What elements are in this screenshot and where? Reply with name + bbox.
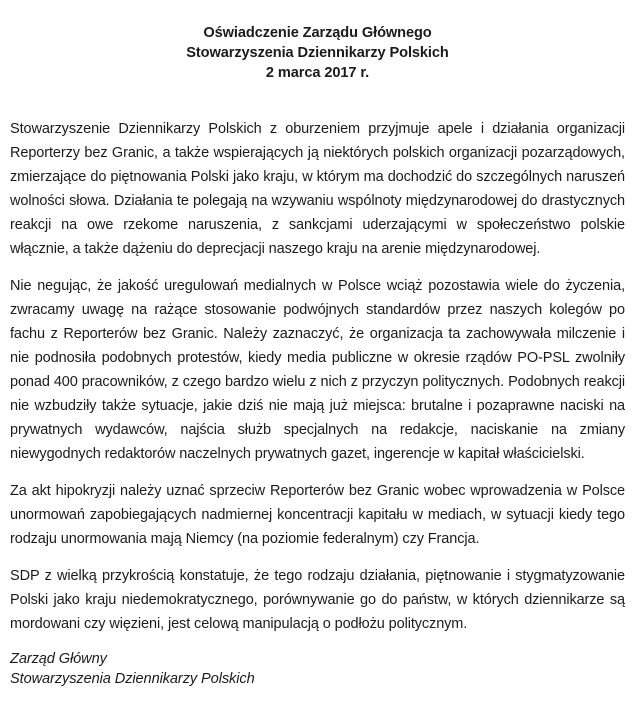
paragraph-3: Za akt hipokryzji należy uznać sprzeciw Reporterów bez Granic wobec wprowadzenia w Polsce unormowań zapobiegających nadmiernej koncentracji kapitału w mediach, w sytuacji kiedy tego rodzaju unormowania mają Niemcy (na poziomie federalnym) czy Francja.	[10, 483, 625, 547]
statement-body	[10, 117, 625, 689]
title-line-organization-board: Oświadczenie Zarządu Głównego	[203, 25, 432, 41]
statement-title	[10, 23, 625, 83]
paragraph-4: SDP z wielką przykrością konstatuje, że tego rodzaju działania, piętnowanie i stygmatyzowanie Polski jako kraju niedemokratycznego, porównywanie go do państw, w których dziennikarze są mordowani czy więzieni, jest celową manipulacją o podłożu politycznym.	[10, 568, 625, 632]
signature-line-organization: Stowarzyszenia Dziennikarzy Polskich	[10, 671, 255, 687]
title-line-organization-name: Stowarzyszenia Dziennikarzy Polskich	[186, 45, 449, 61]
title-line-date: 2 marca 2017 r.	[265, 65, 370, 81]
paragraph-1: Stowarzyszenie Dziennikarzy Polskich z oburzeniem przyjmuje apele i działania organizacji Reporterzy bez Granic, a także wspierających ją niektórych polskich organizacji pozarządowych, zmierzające do piętnowania Polski jako kraju, w którym ma dochodzić do szczególnych naruszeń wolności słowa. Działania te polegają na wzywaniu wspólnoty międzynarodowej do drastycznych reakcji na owe rzekome naruszenia, z sankcjami uderzającymi w społeczeństwo polskie włącznie, a także dążeniu do deprecjacji naszego kraju na arenie międzynarodowej.	[10, 121, 625, 257]
signature-line-board: Zarząd Główny	[10, 651, 107, 667]
signature-block	[10, 649, 625, 689]
paragraph-2: Nie negując, że jakość uregulowań medialnych w Polsce wciąż pozostawia wiele do życzenia, zwracamy uwagę na rażące stosowanie podwójnych standardów przez naszych kolegów po fachu z Reporterów bez Granic. Należy zaznaczyć, że organizacja ta zachowywała milczenie i nie podnosiła podobnych protestów, kiedy media publiczne w okresie rządów PO-PSL zwolniły ponad 400 pracowników, z czego bardzo wielu z nich z przyczyn politycznych. Podobnych reakcji nie wzbudziły także sytuacje, jakie dziś nie mają już miejsca: brutalne i pozaprawne naciski na prywatnych wydawców, najścia służb specjalnych na redakcje, naciskanie na zmiany niewygodnych redaktorów naczelnych prywatnych gazet, ingerencje w kapitał właścicielski.	[10, 278, 625, 462]
